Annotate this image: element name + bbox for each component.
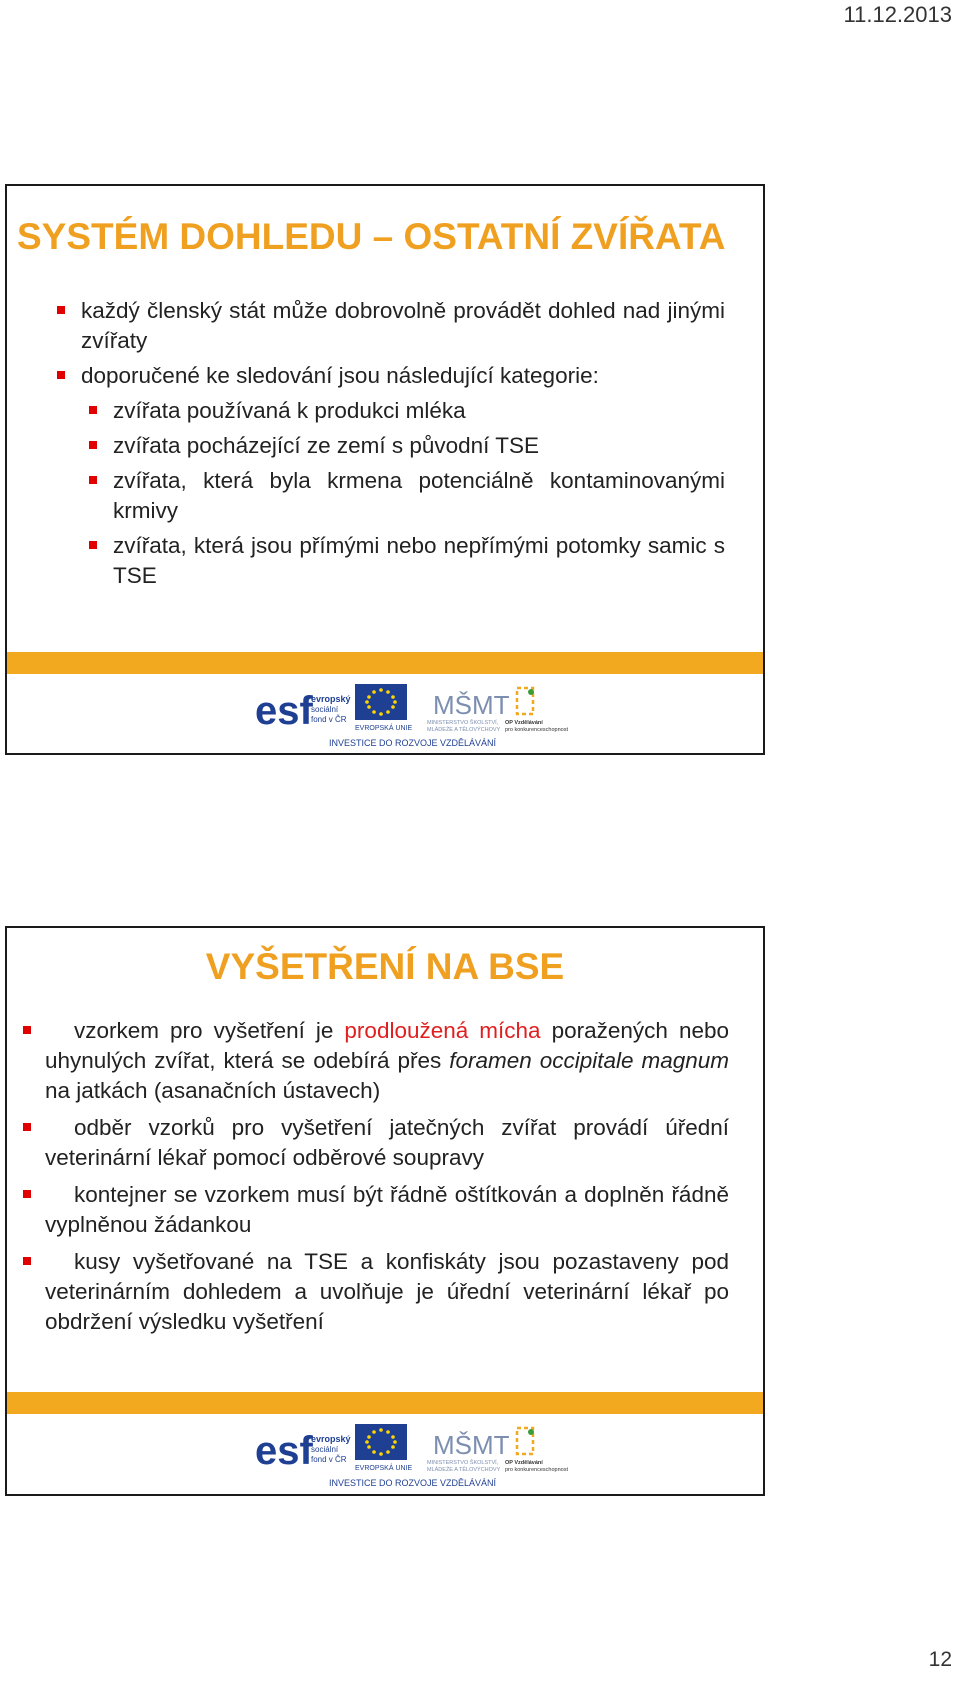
square-bullet-icon — [89, 476, 97, 484]
svg-text:esf: esf — [255, 689, 313, 733]
svg-text:fond v ČR: fond v ČR — [311, 1455, 347, 1464]
italic-term: foramen occipitale magnum — [449, 1048, 730, 1073]
square-bullet-icon — [23, 1257, 31, 1265]
banner-text: INVESTICE DO ROZVOJE VZDĚLÁVÁNÍ — [329, 738, 497, 748]
sub-bullet-item: zvířata, která byla krmena potenciálně kontaminovanými krmivy — [89, 466, 725, 526]
bullet-list — [57, 296, 725, 596]
page-number: 12 — [928, 1648, 952, 1671]
slide-title: VYŠETŘENÍ NA BSE — [205, 946, 565, 987]
bullet-item: odběr vzorků pro vyšetření jatečných zvířat provádí úřední veterinární lékař pomocí odběrové soupravy — [45, 1113, 729, 1173]
eu-flag-logo — [355, 684, 413, 732]
sub-bullet-item: zvířata pocházející ze zemí s původní TSE — [89, 431, 725, 461]
square-bullet-icon — [89, 441, 97, 449]
square-bullet-icon — [57, 306, 65, 314]
svg-text:esf: esf — [255, 1429, 313, 1473]
square-bullet-icon — [57, 371, 65, 379]
bullet-list — [45, 1016, 729, 1344]
bullet-item: kontejner se vzorkem musí být řádně oštítkován a doplněn řádně vyplněnou žádankou — [45, 1180, 729, 1240]
op-logo — [505, 688, 568, 733]
slide-surveillance — [5, 184, 765, 755]
svg-text:MLÁDEŽE A TĚLOVÝCHOVY: MLÁDEŽE A TĚLOVÝCHOVY — [427, 1467, 501, 1473]
svg-text:EVROPSKÁ UNIE: EVROPSKÁ UNIE — [355, 725, 413, 732]
svg-text:MŠMT: MŠMT — [433, 1430, 510, 1460]
bullet-item: vzorkem pro vyšetření je prodloužená mícha poražených nebo uhynulých zvířat, která se odebírá přes foramen occipitale magnum na jatkách (asanačních ústavech) — [45, 1016, 729, 1106]
funding-logos — [255, 1418, 595, 1500]
logo-strip — [255, 1418, 595, 1500]
svg-text:OP Vzdělávání: OP Vzdělávání — [505, 1460, 543, 1466]
page-date: 11.12.2013 — [843, 2, 952, 27]
square-bullet-icon — [23, 1190, 31, 1198]
svg-text:MINISTERSTVO ŠKOLSTVÍ,: MINISTERSTVO ŠKOLSTVÍ, — [427, 1460, 499, 1466]
svg-text:pro konkurenceschopnost: pro konkurenceschopnost — [505, 727, 568, 733]
svg-text:evropský: evropský — [311, 1434, 351, 1444]
svg-text:OP Vzdělávání: OP Vzdělávání — [505, 720, 543, 726]
square-bullet-icon — [23, 1123, 31, 1131]
op-logo — [505, 1428, 568, 1473]
svg-text:EVROPSKÁ UNIE: EVROPSKÁ UNIE — [355, 1465, 413, 1472]
svg-text:evropský: evropský — [311, 694, 351, 704]
bullet-item: kusy vyšetřované na TSE a konfiskáty jsou pozastaveny pod veterinárním dohledem a uvolňuje je úřední veterinární lékař po obdržení výsledku vyšetření — [45, 1247, 729, 1337]
bullet-item: doporučené ke sledování jsou následující kategorie: — [57, 361, 725, 391]
bullet-item: každý členský stát může dobrovolně provádět dohled nad jinými zvířaty — [57, 296, 725, 356]
msmt-logo — [427, 690, 510, 733]
msmt-logo — [427, 1430, 510, 1473]
sub-bullet-item: zvířata používaná k produkci mléka — [89, 396, 725, 426]
slide-title: SYSTÉM DOHLEDU – OSTATNÍ ZVÍŘATA — [17, 216, 726, 257]
square-bullet-icon — [23, 1026, 31, 1034]
logo-strip — [255, 678, 595, 760]
highlight-text: prodloužená mícha — [344, 1018, 541, 1043]
square-bullet-icon — [89, 406, 97, 414]
svg-text:fond v ČR: fond v ČR — [311, 715, 347, 724]
svg-text:pro konkurenceschopnost: pro konkurenceschopnost — [505, 1467, 568, 1473]
svg-text:MINISTERSTVO ŠKOLSTVÍ,: MINISTERSTVO ŠKOLSTVÍ, — [427, 720, 499, 726]
esf-logo — [255, 1429, 351, 1473]
orange-band — [7, 1392, 763, 1414]
banner-text: INVESTICE DO ROZVOJE VZDĚLÁVÁNÍ — [329, 1478, 497, 1488]
eu-flag-logo — [355, 1424, 413, 1472]
slide-bse-examination — [5, 926, 765, 1496]
svg-text:MŠMT: MŠMT — [433, 690, 510, 720]
svg-text:sociální: sociální — [311, 1445, 339, 1454]
square-bullet-icon — [89, 541, 97, 549]
esf-logo — [255, 689, 351, 733]
sub-bullet-item: zvířata, která jsou přímými nebo nepřímými potomky samic s TSE — [89, 531, 725, 591]
funding-logos — [255, 678, 595, 760]
svg-text:MLÁDEŽE A TĚLOVÝCHOVY: MLÁDEŽE A TĚLOVÝCHOVY — [427, 727, 501, 733]
svg-text:sociální: sociální — [311, 705, 339, 714]
orange-band — [7, 652, 763, 674]
